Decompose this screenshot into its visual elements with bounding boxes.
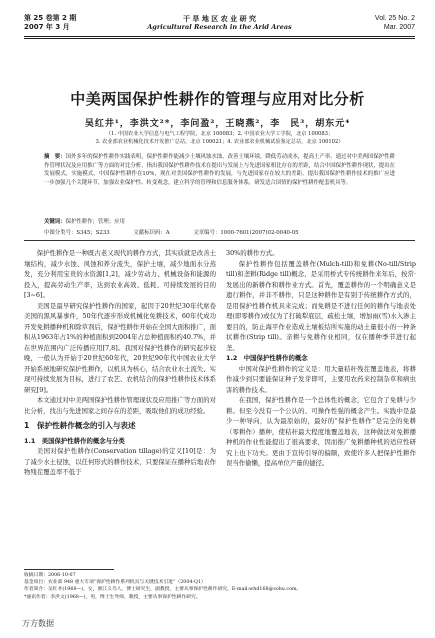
article-number: 文章编号：1000-7601(2007)02-0040-05	[193, 230, 299, 236]
abstract	[44, 153, 395, 187]
paragraph: 本文通过对中美两国保护性耕作管理现状及应用推广等方面的对比分析，找出与先进国家之间存在的差距，吸取他们的成功经验。	[24, 396, 216, 415]
paragraph: 在我国，保护性耕作是一个总体性的概念，它包含了免耕与少耕。但至今没有一个公认的、可操作性强的概念产生。实践中是最少一种导向，认为最原始的，最好的“保护性耕作”是完全的免耕（零耕作）播种，使秸秆最大程度地覆盖地表，这种做法对免耕播种机的作业性能提出了很高要求，因而推广免耕播种机的适应性研究上也下功夫。更由于宣传引导的偏颇，致使许多人把保护性耕作误当作偷懒，提高单位产量的捷径。	[226, 396, 416, 467]
right-column	[226, 248, 416, 469]
classification-line	[44, 229, 395, 237]
author-list: 吴红井¹，李洪文²*，李问盈²，王晓燕²，李 民³，胡东元⁴	[84, 119, 351, 129]
class-number: 中图分类号：S345；S233	[44, 230, 110, 236]
footnote-author: 作者简介：吴红井(1968—)，女，浙江义乌人，博士研究生，副教授，主要从事保护性耕作研究。E-mail:whd168@sohu.com。	[24, 587, 302, 593]
footnote-corresponding: *通讯作者：李洪文(1968—)，男，博士生导师，教授，主要从事保护性耕作研究。	[24, 594, 201, 600]
header-issue: 第 25 卷第 2 期 2007 年 3 月	[24, 14, 77, 31]
paragraph: 30%的耕作方式。	[226, 249, 279, 257]
paragraph: 美国是最早研究保护性耕作的国家，起因于20世纪30年代席卷美国的黑风暴事件，50年代逐步形成机械化免耕技术，60年代成功开发免耕播种机和除草剂后，保护性耕作开始在全国大面积推广，面积从1963年占1%的种植面积到2004年占总种植面积约40.7%，并在世界范围内广泛传播应用[7,8]。我国对保护性耕作的研究起步较晚，一般认为开始于20世纪60年代，20世纪90年代中国农业大学开始系统地研究保护性耕作，以机具为核心，结合农业水土流失、实现可持续发展为目标，进行了农艺、农机结合的保护性耕作技术体系研究[9]。	[24, 301, 216, 394]
keywords-label: 关键词：	[44, 219, 66, 225]
footnotes	[24, 572, 415, 601]
header-rule-thin	[24, 38, 415, 39]
header-journal: 干 旱 地 区 农 业 研 究 Agricultural Research in the Arid Areas	[147, 14, 292, 31]
article-title: 中美两国保护性耕作的管理与应用对比分析	[70, 90, 365, 108]
header-rule	[24, 36, 415, 37]
running-header	[24, 14, 415, 38]
document-code: 文献标识码：A	[133, 230, 170, 236]
affiliation-line-1: （1. 中国农业大学信息与电气工程学院，北京 100083；2. 中国农业大学工学院，北京 100083；	[105, 131, 334, 137]
footnote-rule	[24, 569, 114, 570]
subsection-heading-1-1: 1.1 美国保护性耕作的概念与分类	[24, 436, 125, 445]
abstract-rule	[24, 240, 415, 241]
footnote-received: 收稿日期：2006-10-07	[24, 573, 76, 578]
paragraph: 中国对保护性耕作的定义是：用大量秸秆残茬覆盖地表，将耕作减少到只要能保证种子发芽即可，主要用农药来控制杂草和病虫害的耕作技术。	[226, 364, 416, 394]
abstract-text: 国外多年的保护性耕作实践表明，保护性耕作能减少土壤风蚀水蚀，改善土壤环境，降低劳动成本，提高土产率。通过对中美两国保护性耕作管理状况及应用推广等方面的对比分析，指出我国保护性耕作技术在提出与发展上与先进国家相比存在的差距，结合中国保护性耕作现状，提出在发展模式，实施模式，中国保护性耕作在10%，现在对美国保护性耕作的发展，与先进国家存在较大的差距。提出我国保护性耕作技术的推广应进一步加强几个关键环节，加强农业保护性、转变观念，建立科学的管理和信息服务体系，研发适合国情的保护性耕作配套机具等。	[44, 154, 395, 186]
header-volume: Vol. 25 No. 2 Mar. 2007	[374, 15, 415, 31]
paragraph: 美国对保护性耕作(Conservation tillage)的定义[10]是：为了减少水土侵蚀，以任何形式的耕作技术，只要保证在播种后地表作物残茬覆盖率不低于	[24, 447, 216, 476]
subsection-heading-1-2: 1.2 中国保护性耕作的概念	[226, 354, 308, 362]
keywords	[44, 218, 395, 226]
section-heading-1: 1 保护性耕作概念的引入与表述	[24, 421, 136, 430]
paragraph: 保护性耕作包括覆盖耕作(Mulch-till)和免耕(No-till/Strip till)和垄耕(Ridge till)概念，是采用桥式专传统耕作来年后，按常·发展出的新耕作和耕作业方式。首先，覆盖耕作的一个明确意义是遗行耕作，并非不耕作，只是这种耕作是有别于传统耕作方式的，是用保护性耕作机具来完成；而免耕是不进行任何的耕作与地表处理(即零耕作)或仅为了打破犁底层，疏松土壤，增加雨(雪)水入渗主要目的，防止海平作业造成土壤板结所实施的动土量很小的一种条状耕作(Strip till)。亲耕与免耕作业相同，仅在播种季节进行起垄。	[226, 259, 416, 352]
abstract-label: 摘 要：	[44, 154, 66, 160]
keywords-text: 保护性耕作；管理；应用	[65, 219, 125, 225]
footnote-funding: 基金项目：农业部 948 重大专项“保护性耕作系列机具与关键技术引进”（2004-Q1）	[24, 580, 206, 586]
wanfang-watermark: 万方数据	[22, 619, 54, 628]
left-column	[24, 248, 216, 478]
paragraph: 保护性耕作是一种既古老又现代的耕作方式，其实质就是改善土壤结构，减少水蚀、风蚀和养分流失，保护土壤，减少地面水分蒸发，充分利用宝贵的水资源[1,2]，减少劳动力、机械设备和能源的投入，提高劳动生产率，达到农业高效、低耗、可持续发展的目的[3~6]。	[24, 249, 216, 299]
affiliation-line-2: 3. 农业部农业机械化技术开发推广总站，北京 100021；4. 农业部农业机械试验鉴定总站，北京 100102）	[95, 139, 344, 145]
